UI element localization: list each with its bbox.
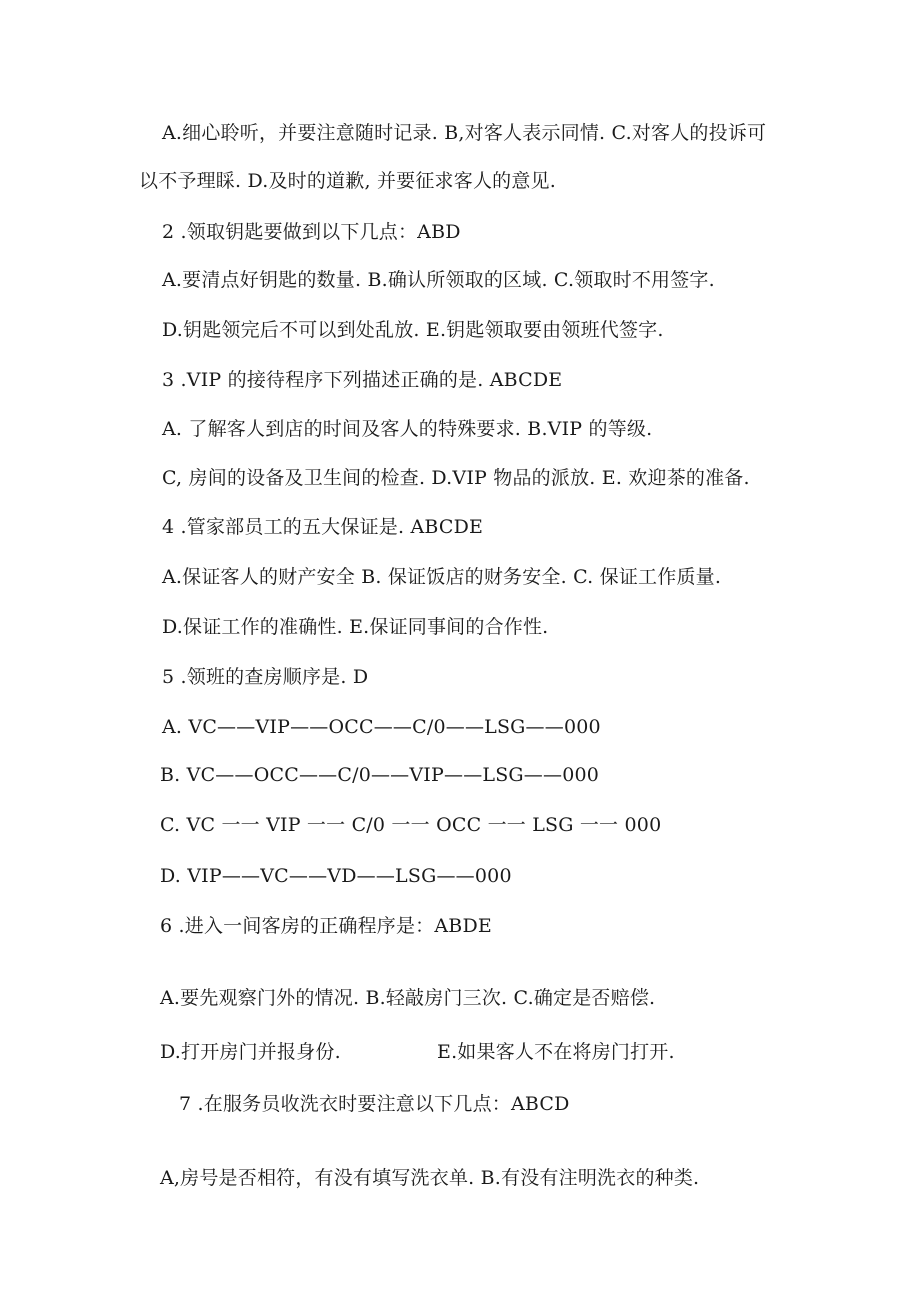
option-line: B. VC——OCC——C/0——VIP——LSG——000: [160, 764, 600, 786]
question-line: 2 .领取钥匙要做到以下几点：ABD: [162, 221, 461, 243]
option-line: D.保证工作的准确性. E.保证同事间的合作性.: [162, 616, 549, 638]
option-line: A.要先观察门外的情况. B.轻敲房门三次. C.确定是否赔偿.: [160, 987, 656, 1009]
option-line: C, 房间的设备及卫生间的检查. D.VIP 物品的派放. E. 欢迎茶的准备.: [162, 467, 750, 489]
question-line: 3 .VIP 的接待程序下列描述正确的是. ABCDE: [162, 369, 563, 391]
option-line: D.打开房门并报身份.: [160, 1041, 341, 1063]
option-line: C. VC 一一 VIP 一一 C/0 一一 OCC 一一 LSG 一一 000: [160, 814, 662, 836]
question-line: 4 .管家部员工的五大保证是. ABCDE: [162, 516, 484, 538]
option-line: A.保证客人的财产安全 B. 保证饭店的财务安全. C. 保证工作质量.: [162, 566, 722, 588]
question-line: 6 .进入一间客房的正确程序是：ABDE: [160, 915, 492, 937]
option-line: 以不予理睬. D.及时的道歉, 并要征求客人的意见.: [139, 170, 556, 192]
option-line: A.细心聆听，并要注意随时记录. B,对客人表示同情. C.对客人的投诉可: [162, 122, 767, 144]
option-line: A. 了解客人到店的时间及客人的特殊要求. B.VIP 的等级.: [162, 418, 653, 440]
question-line: 5 .领班的查房顺序是. D: [162, 666, 369, 688]
option-line: E.如果客人不在将房门打开.: [437, 1041, 675, 1063]
question-line: 7 .在服务员收洗衣时要注意以下几点：ABCD: [179, 1093, 570, 1115]
option-line: A. VC——VIP——OCC——C/0——LSG——000: [162, 716, 601, 738]
option-line: A.要清点好钥匙的数量. B.确认所领取的区域. C.领取时不用签字.: [162, 269, 715, 291]
option-line: D.钥匙领完后不可以到处乱放. E.钥匙领取要由领班代签字.: [162, 319, 664, 341]
option-line: A,房号是否相符，有没有填写洗衣单. B.有没有注明洗衣的种类.: [160, 1167, 700, 1189]
option-line: D. VIP——VC——VD——LSG——000: [160, 865, 512, 887]
